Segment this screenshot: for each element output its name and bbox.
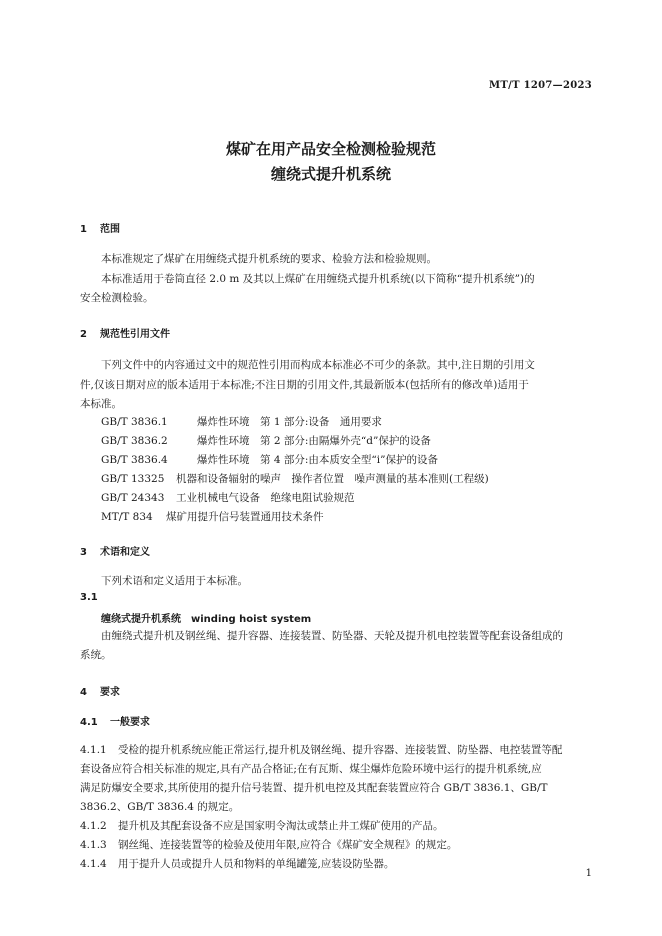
section-title: 规范性引用文件 — [100, 329, 170, 340]
clause-text: 提升机及其配套设备不应是国家明令淘汰或禁止井工煤矿使用的产品。 — [118, 820, 444, 832]
page-number: 1 — [585, 868, 592, 879]
reference-item — [101, 414, 382, 429]
section-2-heading — [80, 325, 170, 340]
clause — [80, 837, 457, 852]
paragraph: 本标准。 — [80, 398, 122, 410]
section-4-heading — [80, 683, 120, 698]
paragraph: 件,仅该日期对应的版本适用于本标准;不注日期的引用文件,其最新版本(包括所有的修改单)适用于 — [80, 379, 529, 391]
clause — [80, 742, 562, 757]
paragraph: 下列文件中的内容通过文中的规范性引用而构成本标准必不可少的条款。其中,注日期的引用文 — [101, 359, 535, 371]
section-number: 2 — [80, 329, 87, 340]
reference-title: 机器和设备辐射的噪声 操作者位置 噪声测量的基本准则(工程级) — [176, 473, 489, 485]
reference-title: 工业机械电气设备 绝缘电阻试验规范 — [176, 492, 355, 504]
clause-number: 4.1.4 — [80, 858, 107, 870]
subsection-title: 一般要求 — [110, 717, 150, 728]
reference-code: GB/T 24343 — [101, 492, 165, 504]
reference-code: GB/T 3836.1 — [101, 416, 168, 428]
reference-item — [101, 452, 438, 467]
reference-title: 爆炸性环境 第 4 部分:由本质安全型“i”保护的设备 — [197, 454, 438, 466]
section-title: 要求 — [100, 687, 120, 698]
reference-code: GB/T 3836.2 — [101, 435, 168, 447]
term-english: winding hoist system — [191, 614, 312, 625]
clause-number: 4.1.2 — [80, 820, 107, 832]
clause-text: 受检的提升机系统应能正常运行,提升机及钢丝绳、提升容器、连接装置、防坠器、电控装置等配 — [118, 744, 563, 756]
term-title — [101, 610, 311, 625]
section-3-heading — [80, 543, 150, 558]
reference-code: MT/T 834 — [101, 511, 153, 523]
section-number: 1 — [80, 224, 87, 235]
reference-code: GB/T 13325 — [101, 473, 165, 485]
subsection-number: 4.1 — [80, 717, 98, 728]
term-number: 3.1 — [80, 592, 98, 603]
clause-text: 3836.2、GB/T 3836.4 的规定。 — [80, 801, 240, 813]
document-title: 煤矿在用产品安全检测检验规范 — [225, 140, 436, 158]
section-title: 术语和定义 — [100, 547, 150, 558]
reference-item — [101, 433, 431, 448]
paragraph: 本标准适用于卷筒直径 2.0 m 及其以上煤矿在用缠绕式提升机系统(以下简称“提升机系统”)的 — [101, 273, 535, 285]
paragraph: 下列术语和定义适用于本标准。 — [101, 575, 248, 587]
section-number: 3 — [80, 547, 87, 558]
reference-title: 煤矿用提升信号装置通用技术条件 — [166, 511, 324, 523]
reference-title: 爆炸性环境 第 2 部分:由隔爆外壳“d”保护的设备 — [197, 435, 431, 447]
reference-item — [101, 471, 489, 486]
clause-number: 4.1.3 — [80, 839, 107, 851]
reference-title: 爆炸性环境 第 1 部分:设备 通用要求 — [197, 416, 382, 428]
term-definition: 系统。 — [80, 649, 112, 661]
clause-text: 钢丝绳、连接装置等的检验及使用年限,应符合《煤矿安全规程》的规定。 — [118, 839, 458, 851]
clause-text: 满足防爆安全要求,其所使用的提升信号装置、提升机电控及其配套装置应符合 GB/T 3836.1、GB/T — [80, 782, 548, 794]
clause — [80, 818, 444, 833]
clause-text: 套设备应符合相关标准的规定,具有产品合格证;在有瓦斯、煤尘爆炸危险环境中运行的提升机系统,应 — [80, 763, 542, 775]
reference-item — [101, 490, 355, 505]
paragraph: 安全检测检验。 — [80, 292, 154, 304]
section-title: 范围 — [100, 224, 120, 235]
term-definition: 由缠绕式提升机及钢丝绳、提升容器、连接装置、防坠器、天轮及提升机电控装置等配套设备组成的 — [101, 630, 563, 642]
term-chinese: 缠绕式提升机系统 — [101, 614, 181, 625]
subsection-4-1-heading — [80, 713, 150, 728]
section-number: 4 — [80, 687, 87, 698]
clause-text: 用于提升人员或提升人员和物料的单绳罐笼,应装设防坠器。 — [118, 858, 395, 870]
section-1-heading — [80, 220, 120, 235]
paragraph: 本标准规定了煤矿在用缠绕式提升机系统的要求、检验方法和检验规则。 — [101, 253, 437, 265]
reference-code: GB/T 3836.4 — [101, 454, 168, 466]
clause-number: 4.1.1 — [80, 744, 107, 756]
reference-item — [101, 509, 324, 524]
clause — [80, 856, 394, 871]
standard-code: MT/T 1207—2023 — [489, 80, 592, 91]
document-subtitle: 缠绕式提升机系统 — [270, 165, 391, 183]
